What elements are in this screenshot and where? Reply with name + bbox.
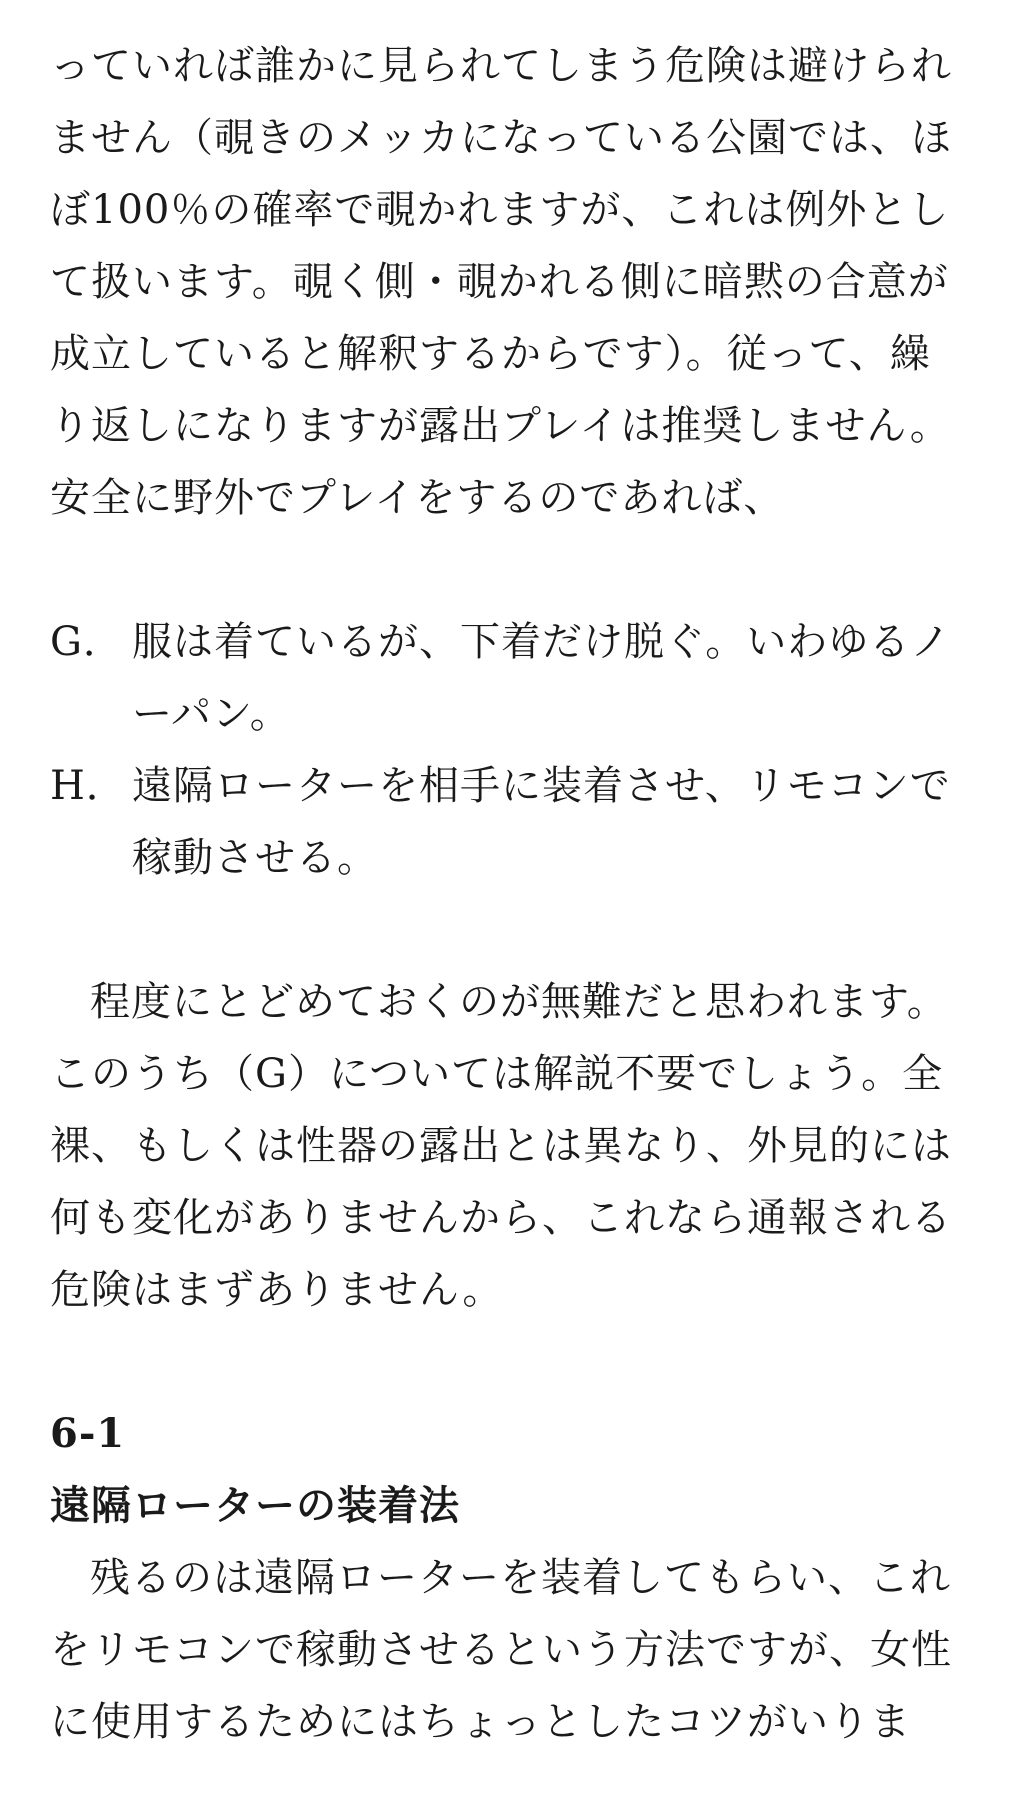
text-line: ぼ100％の確率で覗かれますが、これは例外とし: [50, 187, 950, 233]
list-item-text: 服は着ているが、下着だけ脱ぐ。いわゆるノ: [132, 619, 952, 665]
blank-line: [50, 534, 965, 606]
text-line: をリモコンで稼動させるという方法ですが、女性: [50, 1627, 952, 1673]
text-line: ません（覗きのメッカになっている公園では、ほ: [50, 115, 952, 161]
section-heading: [50, 1398, 965, 1542]
list-item-text: 遠隔ローターを相手に装着させ、リモコンで: [132, 763, 951, 809]
text-line: っていれば誰かに見られてしまう危険は避けられ: [50, 43, 952, 89]
text-line: 危険はまずありません。: [50, 1267, 504, 1313]
text-line: このうち（G）については解説不要でしょう。全: [50, 1051, 944, 1097]
blank-line: [50, 894, 965, 966]
list-item-g: [50, 606, 965, 678]
blank-line: [50, 1326, 965, 1398]
list-item-h: [50, 750, 965, 822]
text-line: 何も変化がありませんから、これなら通報される: [50, 1195, 952, 1241]
text-line: 裸、もしくは性器の露出とは異なり、外見的には: [50, 1123, 952, 1169]
section-title: 遠隔ローターの装着法: [50, 1482, 460, 1529]
option-list: [50, 606, 965, 894]
text-line: り返しになりますが露出プレイは推奨しません。: [50, 403, 951, 449]
section-number: 6-1: [50, 1410, 126, 1457]
text-line: 成立していると解釈するからです）。従って、繰: [50, 331, 931, 377]
text-line: て扱います。覗く側・覗かれる側に暗黙の合意が: [50, 259, 949, 305]
paragraph-1: [50, 30, 965, 534]
list-item-continuation: ーパン。: [132, 691, 291, 737]
text-line: 程度にとどめておくのが無難だと思われます。: [90, 979, 948, 1025]
list-marker: H．: [50, 763, 127, 809]
list-item-continuation: 稼動させる。: [132, 835, 378, 881]
paragraph-3: [50, 1542, 965, 1758]
list-marker: G．: [50, 619, 124, 665]
text-line: 安全に野外でプレイをするのであれば、: [50, 475, 785, 521]
text-line: 残るのは遠隔ローターを装着してもらい、これ: [90, 1555, 951, 1601]
text-line: に使用するためにはちょっとしたコツがいりま: [50, 1699, 911, 1745]
document-page: [50, 30, 965, 1758]
paragraph-2: [50, 966, 965, 1326]
